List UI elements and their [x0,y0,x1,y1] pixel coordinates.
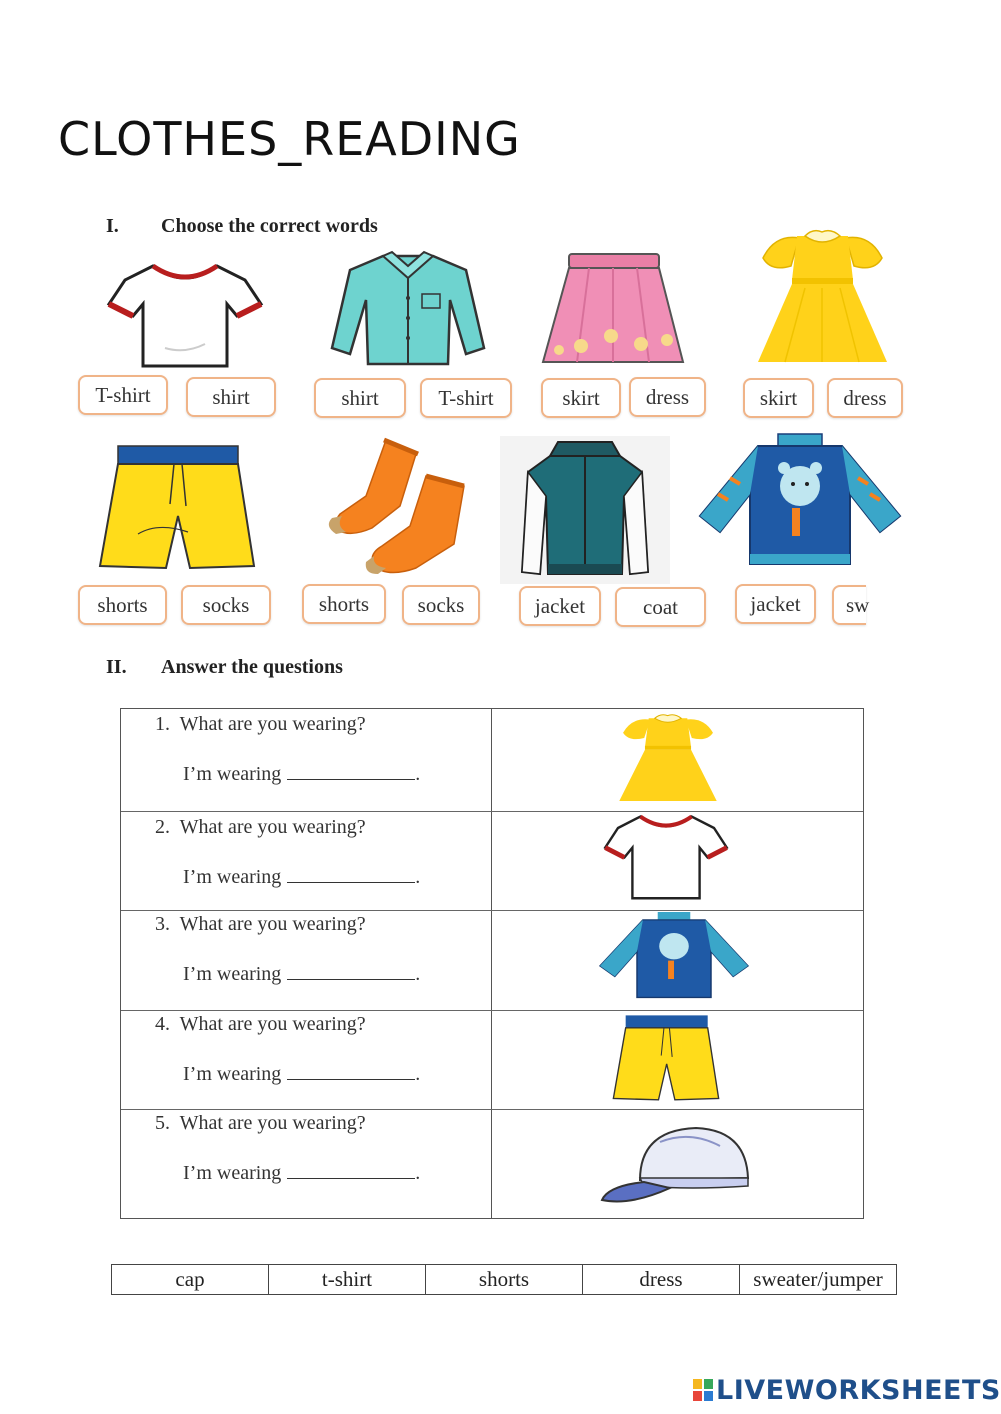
dress-picture [755,228,890,368]
liveworksheets-logo [692,1373,1001,1407]
choice-6-option-1[interactable]: shorts [302,584,386,624]
choice-3-option-2[interactable]: dress [629,377,706,417]
word-bank-sweater: sweater/jumper [753,1267,883,1291]
question-row-2 [121,811,863,911]
question-3-text: 3. What are you wearing? [155,913,366,935]
word-bank-shorts: shorts [426,1265,583,1294]
liveworksheets-wordmark: LIVEWORKSHEETS [716,1374,1001,1406]
liveworksheets-icon [692,1377,714,1403]
choice-2-option-2[interactable]: T-shirt [420,378,512,418]
page-title: CLOTHES_READING [58,112,521,166]
choice-7-option-2[interactable]: coat [615,587,706,627]
section-1-title: Choose the correct words [161,215,378,237]
choice-8-option-1[interactable]: jacket [735,584,816,624]
shirt-picture [328,250,488,370]
question-3-sweater-picture [600,912,748,1004]
question-4-text: 4. What are you wearing? [155,1013,366,1035]
skirt-picture [541,250,686,370]
choice-1-option-1[interactable]: T-shirt [78,375,168,415]
word-bank-dress: dress [583,1265,740,1294]
tshirt-picture [105,258,265,373]
answer-2-blank[interactable] [287,864,415,883]
choice-5-option-2[interactable]: socks [181,585,271,625]
question-4-shorts-picture [612,1014,720,1104]
choice-5-option-1[interactable]: shorts [78,585,167,625]
section-2-heading [106,656,343,679]
answer-1-blank[interactable] [287,761,415,780]
question-3-answer-line: I’m wearing . [183,963,421,985]
section-1-heading [106,215,378,238]
question-row-1 [121,709,863,811]
question-row-4 [121,1010,863,1110]
choice-1-option-2[interactable]: shirt [186,377,276,417]
question-4-answer-line: I’m wearing . [183,1063,421,1085]
choice-2-option-1[interactable]: shirt [314,378,406,418]
choice-8-option-2[interactable]: sw [832,585,866,625]
question-1-dress-picture [617,713,719,805]
question-5-text: 5. What are you wearing? [155,1112,366,1134]
choice-6-option-2[interactable]: socks [402,585,480,625]
question-2-text: 2. What are you wearing? [155,816,366,838]
question-2-tshirt-picture [602,810,730,904]
question-1-answer-line: I’m wearing . [183,763,421,785]
question-row-3 [121,910,863,1011]
answer-3-blank[interactable] [287,961,415,980]
question-1-text: 1. What are you wearing? [155,713,366,735]
answer-5-blank[interactable] [287,1160,415,1179]
word-bank [111,1264,897,1295]
choice-4-option-2[interactable]: dress [827,378,903,418]
question-2-answer-line: I’m wearing . [183,866,421,888]
questions-table [120,708,864,1219]
question-5-answer-line: I’m wearing . [183,1162,421,1184]
socks-picture [306,436,466,578]
choice-7-option-1[interactable]: jacket [519,586,601,626]
choice-4-option-1[interactable]: skirt [743,378,814,418]
choice-3-option-1[interactable]: skirt [541,378,621,418]
section-2-title: Answer the questions [161,656,343,678]
answer-4-blank[interactable] [287,1061,415,1080]
section-2-number: II. [106,656,127,678]
section-1-number: I. [106,215,119,237]
sweater-picture [700,434,900,574]
word-bank-tshirt: t-shirt [269,1265,426,1294]
question-5-cap-picture [600,1120,752,1208]
shorts-picture [98,444,256,574]
word-bank-cap: cap [112,1265,269,1294]
jacket-picture [500,436,670,584]
